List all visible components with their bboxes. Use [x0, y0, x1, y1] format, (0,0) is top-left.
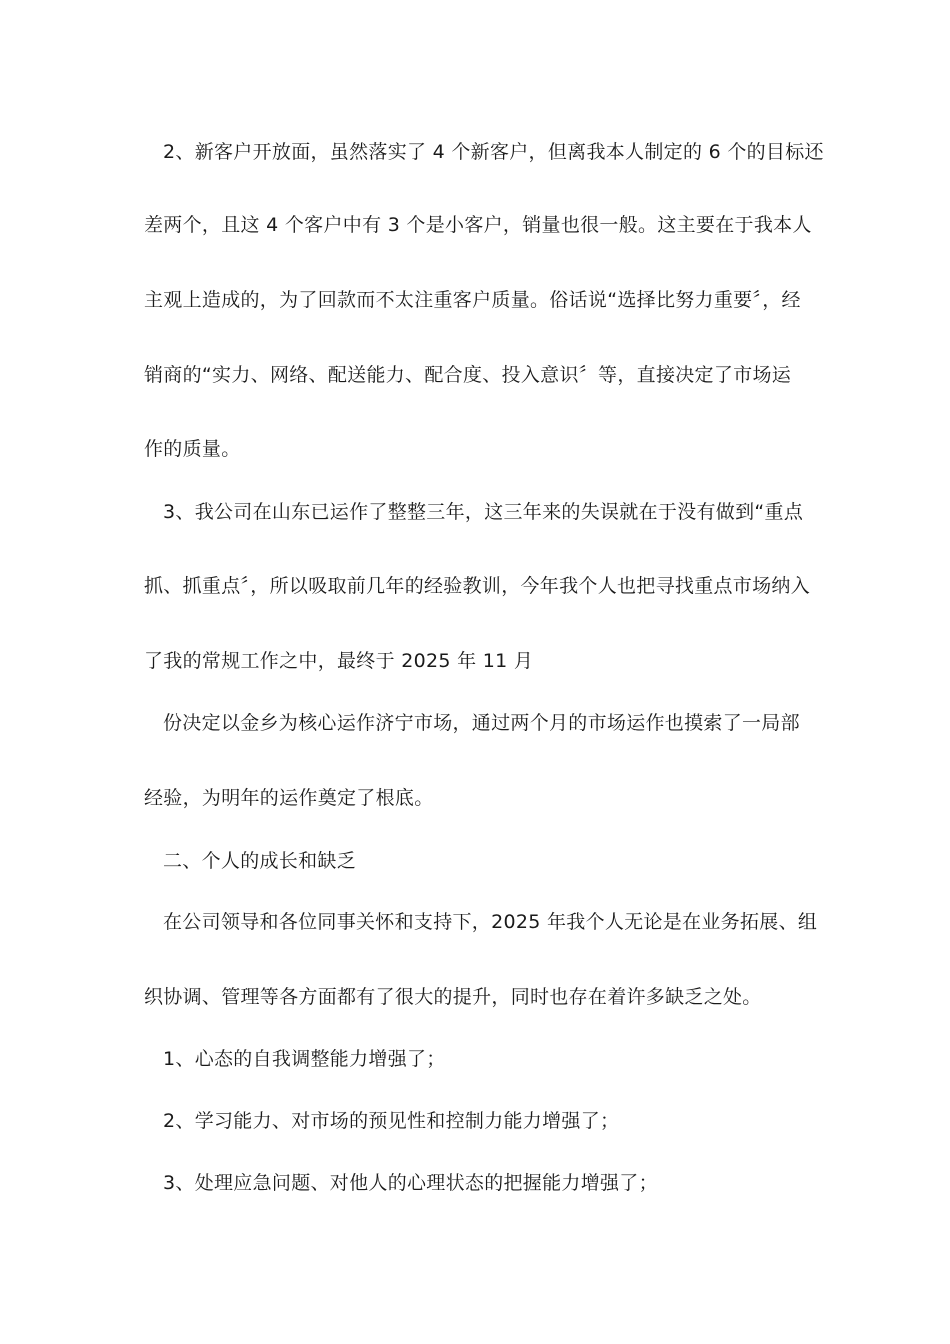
paragraph-line: 主观上造成的，为了回款而不太注重客户质量。俗话说“选择比努力重要〞，经 [144, 289, 801, 311]
list-item: 3、处理应急问题、对他人的心理状态的把握能力增强了； [163, 1172, 658, 1194]
paragraph-line: 织协调、管理等各方面都有了很大的提升，同时也存在着许多缺乏之处。 [144, 986, 762, 1008]
paragraph-line: 抓、抓重点〞，所以吸取前几年的经验教训，今年我个人也把寻找重点市场纳入 [144, 575, 811, 597]
paragraph-line: 在公司领导和各位同事关怀和支持下，2025 年我个人无论是在业务拓展、组 [163, 911, 818, 933]
paragraph-line: 差两个，且这 4 个客户中有 3 个是小客户，销量也很一般。这主要在于我本人 [144, 214, 812, 236]
paragraph-line: 了我的常规工作之中，最终于 2025 年 11 月 [144, 650, 534, 672]
list-item: 2、学习能力、对市场的预见性和控制力能力增强了； [163, 1110, 620, 1132]
paragraph-line: 作的质量。 [144, 438, 241, 460]
paragraph-line: 经验，为明年的运作奠定了根底。 [144, 787, 434, 809]
paragraph-line: 2、新客户开放面，虽然落实了 4 个新客户，但离我本人制定的 6 个的目标还 [163, 141, 824, 163]
paragraph-line: 份决定以金乡为核心运作济宁市场，通过两个月的市场运作也摸索了一局部 [163, 712, 800, 734]
section-heading: 二、个人的成长和缺乏 [163, 850, 357, 872]
paragraph-line: 销商的“实力、网络、配送能力、配合度、投入意识〞等，直接决定了市场运 [144, 364, 792, 386]
list-item: 1、心态的自我调整能力增强了； [163, 1048, 446, 1070]
paragraph-line: 3、我公司在山东已运作了整整三年，这三年来的失误就在于没有做到“重点 [163, 501, 804, 523]
